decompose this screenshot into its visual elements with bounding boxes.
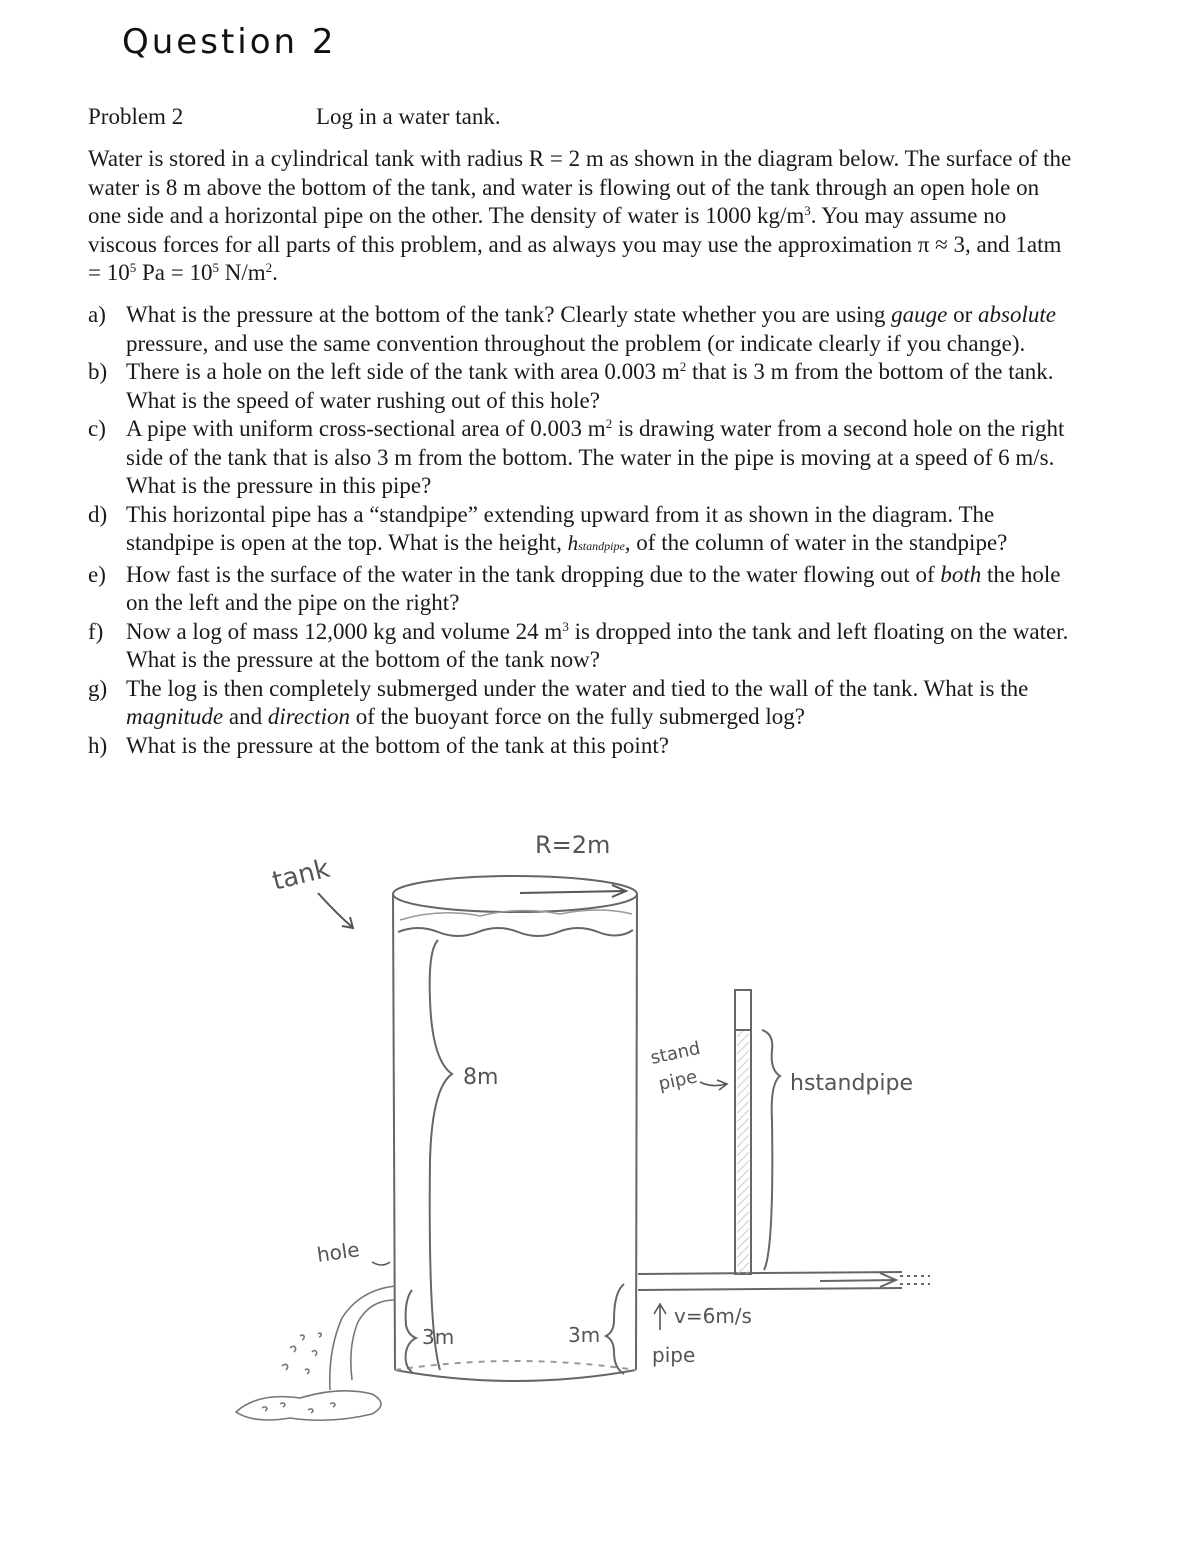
question-a-text-2: or xyxy=(947,302,979,327)
question-c-letter: c) xyxy=(88,416,106,441)
question-e xyxy=(88,561,1088,618)
question-a-text-3: pressure, and use the same convention throughout the problem (or indicate clearly if you change). xyxy=(126,330,1026,356)
question-f xyxy=(88,618,1088,675)
question-b xyxy=(88,358,1088,415)
question-a-em-absolute: absolute xyxy=(978,302,1056,327)
pipe-flow-arrow xyxy=(820,1273,930,1287)
h-standpipe-label: hstandpipe xyxy=(790,1071,913,1096)
height-brace xyxy=(430,940,452,1370)
question-a-letter: a) xyxy=(88,302,106,327)
pipe-height-brace xyxy=(606,1284,624,1374)
question-e-text-2: the hole on the left and the pipe on the right? xyxy=(126,561,1061,615)
question-a-text: What is the pressure at the bottom of the tank? Clearly state whether you are using xyxy=(126,302,892,327)
hole-height-brace xyxy=(406,1290,416,1372)
question-g-text-2: and xyxy=(223,704,268,729)
question-d-text-2: , of the column of water in the standpipe? xyxy=(624,530,1008,555)
problem-label: Problem 2 xyxy=(88,104,184,129)
question-h-text: What is the pressure at the bottom of the tank at this point? xyxy=(126,732,669,758)
tank-cylinder xyxy=(393,876,637,1381)
intro-sup-2: 5 xyxy=(129,260,137,275)
question-g-text-3: of the buoyant force on the fully submerged log? xyxy=(350,704,805,729)
question-f-text-2: is dropped into the tank and left floating on the water. What is the pressure at the bottom of the tank now? xyxy=(126,618,1069,672)
question-g-letter: g) xyxy=(88,675,108,701)
question-h xyxy=(88,732,1088,761)
standpipe-arrow xyxy=(700,1080,727,1090)
question-c xyxy=(88,415,1088,501)
standpipe-label-2: pipe xyxy=(656,1066,700,1095)
problem-title: Log in a water tank. xyxy=(316,104,501,129)
h-standpipe-brace xyxy=(762,1030,780,1270)
question-heading: Question 2 xyxy=(122,22,337,62)
question-d-text: This horizontal pipe has a “standpipe” extending upward from it as shown in the diagram. The standpipe is open at the top. What is the height, xyxy=(126,501,995,555)
question-c-text-2: is drawing water from a second hole on the right side of the tank that is also 3 m from the bottom. The water in the pipe is moving at a speed of 6 m/s. What is the pressure in this pipe? xyxy=(126,416,1065,498)
question-f-letter: f) xyxy=(88,618,104,644)
question-c-text: A pipe with uniform cross-sectional area of 0.003 m xyxy=(126,416,606,441)
question-h-letter: h) xyxy=(88,732,108,758)
question-e-letter: e) xyxy=(88,561,106,587)
tank-label: tank xyxy=(269,853,333,897)
question-list xyxy=(88,301,1088,760)
standpipe-label-1: stand xyxy=(648,1037,703,1069)
question-d-letter: d) xyxy=(88,501,108,527)
intro-text-2: . You may assume no viscous forces for all parts of this problem, and as always you may use the approximation π ≈ 3, and 1atm = 10 xyxy=(88,203,1062,285)
velocity-label: v=6m/s xyxy=(674,1304,752,1328)
intro-sup-1: 3 xyxy=(804,203,811,218)
water-spray xyxy=(236,1286,395,1420)
height-label: 8m xyxy=(463,1065,499,1090)
question-c-sup: 2 xyxy=(605,416,613,431)
horizontal-pipe xyxy=(638,1272,902,1290)
intro-sup-4: 2 xyxy=(265,260,273,275)
question-f-text: Now a log of mass 12,000 kg and volume 24 m xyxy=(126,618,563,644)
question-g-em-direction: direction xyxy=(267,704,351,729)
hole-label: hole xyxy=(315,1237,362,1267)
question-a xyxy=(88,301,1088,358)
radius-label: R=2m xyxy=(535,831,611,859)
pipe-height-label: 3m xyxy=(568,1323,601,1347)
question-a-em-gauge: gauge xyxy=(891,302,948,327)
question-d-h-symbol: hstandpipe xyxy=(567,531,625,555)
question-g-em-magnitude: magnitude xyxy=(126,704,224,729)
question-e-em-both: both xyxy=(940,561,982,587)
pipe-label: pipe xyxy=(652,1343,696,1367)
intro-text-3: Pa = 10 xyxy=(136,260,213,285)
question-g xyxy=(88,675,1088,732)
intro-text-1: Water is stored in a cylindrical tank with radius R = 2 m as shown in the diagram below. The surface of the water is 8 m above the bottom of the tank, and water is flowing out of the tank through an open hole on one side and a horizontal pipe on the other. The density of water is 1000 kg/m xyxy=(88,146,1072,228)
question-f-sup: 3 xyxy=(562,618,569,634)
hole-height-label: 3m xyxy=(422,1325,455,1349)
tank-label-arrow xyxy=(318,893,353,928)
water-surface xyxy=(398,928,633,936)
question-b-text: There is a hole on the left side of the tank with area 0.003 m xyxy=(126,359,680,384)
question-g-text: The log is then completely submerged under the water and tied to the wall of the tank. What is the xyxy=(126,675,1029,701)
question-b-sup: 2 xyxy=(679,359,687,374)
intro-sup-3: 5 xyxy=(212,260,219,275)
problem-intro xyxy=(88,145,1078,288)
question-d xyxy=(88,501,1088,561)
hole-arrow xyxy=(372,1262,390,1265)
question-b-letter: b) xyxy=(88,359,108,384)
velocity-arrow xyxy=(654,1304,666,1330)
radius-arrow xyxy=(520,885,626,897)
intro-text-5: . xyxy=(272,260,278,285)
question-b-text-2: that is 3 m from the bottom of the tank. What is the speed of water rushing out of this hole? xyxy=(126,359,1054,413)
intro-text-4: N/m xyxy=(218,260,266,285)
question-e-text: How fast is the surface of the water in the tank dropping due to the water flowing out of xyxy=(126,561,941,587)
standpipe xyxy=(735,990,751,1274)
water-surface-back xyxy=(400,910,632,920)
